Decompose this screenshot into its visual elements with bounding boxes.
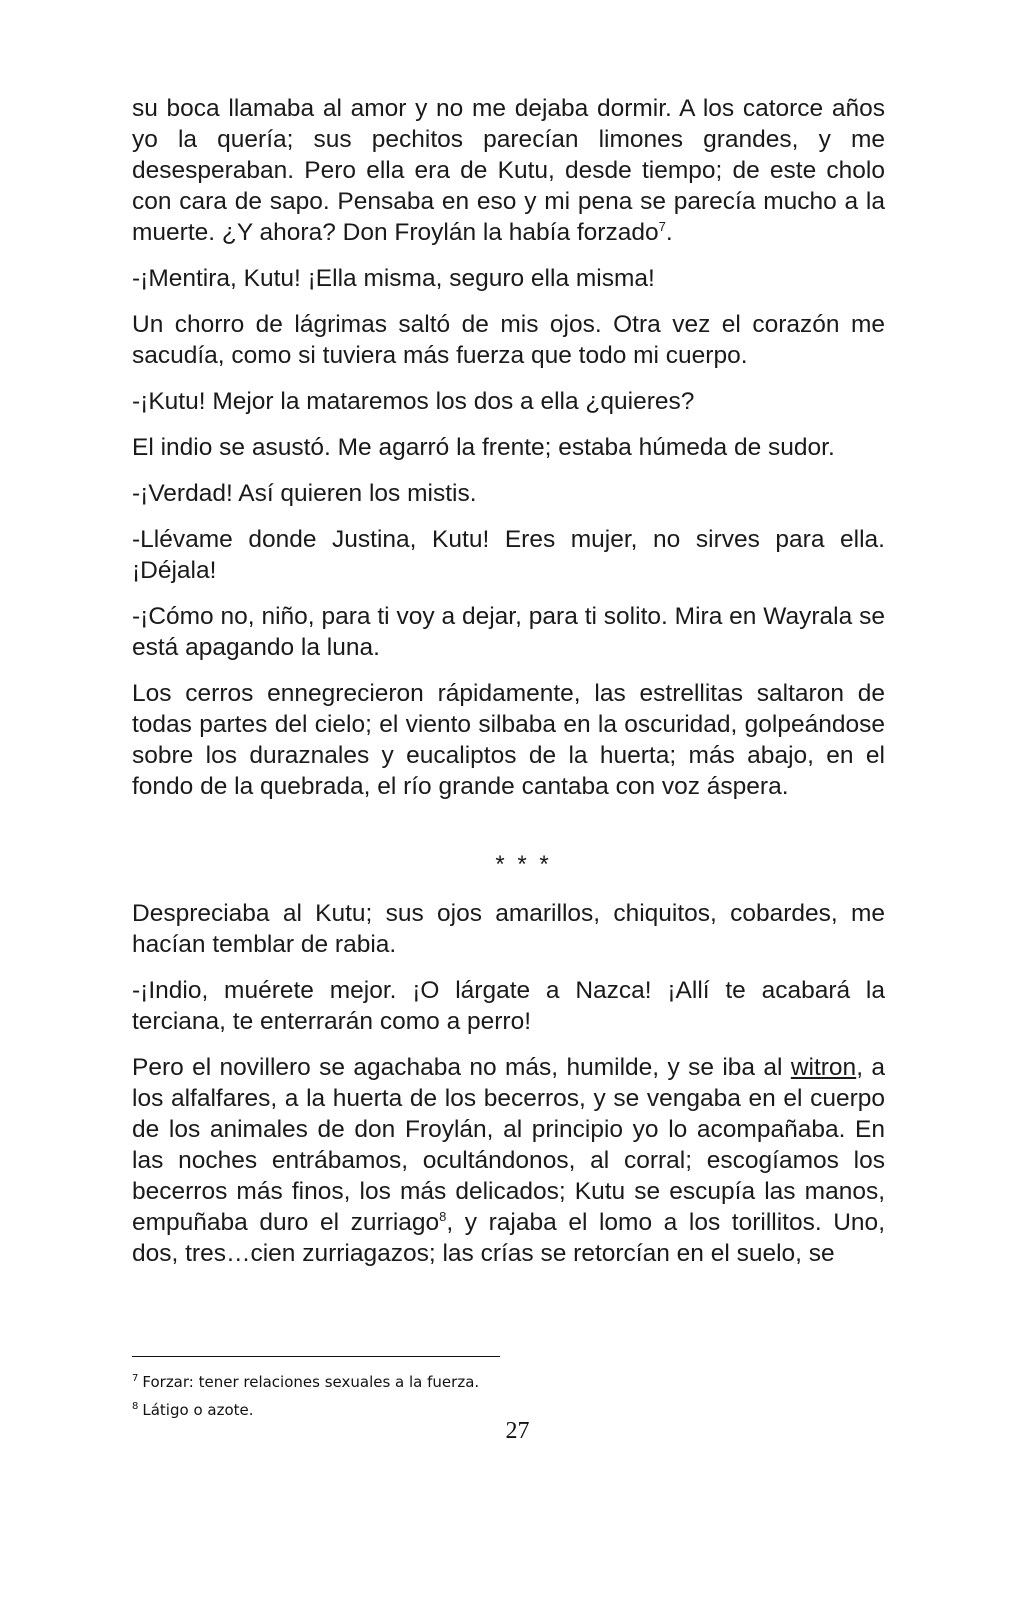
paragraph: Despreciaba al Kutu; sus ojos amarillos, chiquitos, cobardes, me hacían temblar de rabia. [132, 900, 885, 958]
footnotes [132, 1368, 892, 1424]
underlined-word: witron [790, 1054, 857, 1081]
paragraph: El indio se asustó. Me agarró la frente; estaba húmeda de sudor. [132, 434, 835, 461]
paragraph: Pero el novillero se agachaba no más, humilde, y se iba al witron, a los alfalfares, a la huerta de los becerros, y se vengaba en el cuerpo de los animales de don Froylán, al principio yo lo acompañaba. En las noches entrábamos, ocultándonos, al corral; escogíamos los becerros más finos, los más delicados; Kutu se escupía las manos, empuñaba duro el zurriago$^8$, y rajaba el lomo a los torillitos. Uno, dos, tres…cien zurriagazos; las crías se retorcían en el suelo, se [132, 1054, 885, 1267]
paragraph: -¡Mentira, Kutu! ¡Ella misma, seguro ella misma! [132, 265, 655, 292]
paragraph: Un chorro de lágrimas saltó de mis ojos. Otra vez el corazón me sacudía, como si tuviera más fuerza que todo mi cuerpo. [132, 311, 885, 369]
paragraph: -¡Cómo no, niño, para ti voy a dejar, para ti solito. Mira en Wayrala se está apagando la luna. [132, 603, 885, 661]
paragraph: su boca llamaba al amor y no me dejaba dormir. A los catorce años yo la quería; sus pechitos parecían limones grandes, y me desesperaban. Pero ella era de Kutu, desde tiempo; de este cholo con cara de sapo. Pensaba en eso y mi pena se parecía mucho a la muerte. ¿Y ahora? Don Froylán la había forzado$^7$. [132, 95, 885, 246]
paragraph: -Llévame donde Justina, Kutu! Eres mujer, no sirves para ella. ¡Déjala! [132, 526, 885, 584]
page-number: 27 [505, 1418, 530, 1444]
body-text [132, 93, 885, 1284]
footnote-item: $^7$ Forzar: tener relaciones sexuales a la fuerza. [132, 1373, 480, 1391]
paragraph: -¡Indio, muérete mejor. ¡O lárgate a Nazca! ¡Allí te acabará la terciana, te enterrarán como a perro! [132, 977, 885, 1035]
paragraph: -¡Verdad! Así quieren los mistis. [132, 480, 477, 507]
paragraph: -¡Kutu! Mejor la mataremos los dos a ella ¿quieres? [132, 388, 695, 415]
paragraph: Los cerros ennegrecieron rápidamente, las estrellitas saltaron de todas partes del cielo; el viento silbaba en la oscuridad, golpeándose sobre los duraznales y eucaliptos de la huerta; más abajo, en el fondo de la quebrada, el río grande cantaba con voz áspera. [132, 680, 885, 800]
footnote-item: $^8$ Látigo o azote. [132, 1401, 254, 1419]
footnote-divider [132, 1356, 500, 1357]
footnote-ref[interactable]: 7 [658, 218, 666, 234]
footnote-ref[interactable]: 8 [439, 1208, 447, 1224]
section-separator: * * * [495, 851, 552, 878]
